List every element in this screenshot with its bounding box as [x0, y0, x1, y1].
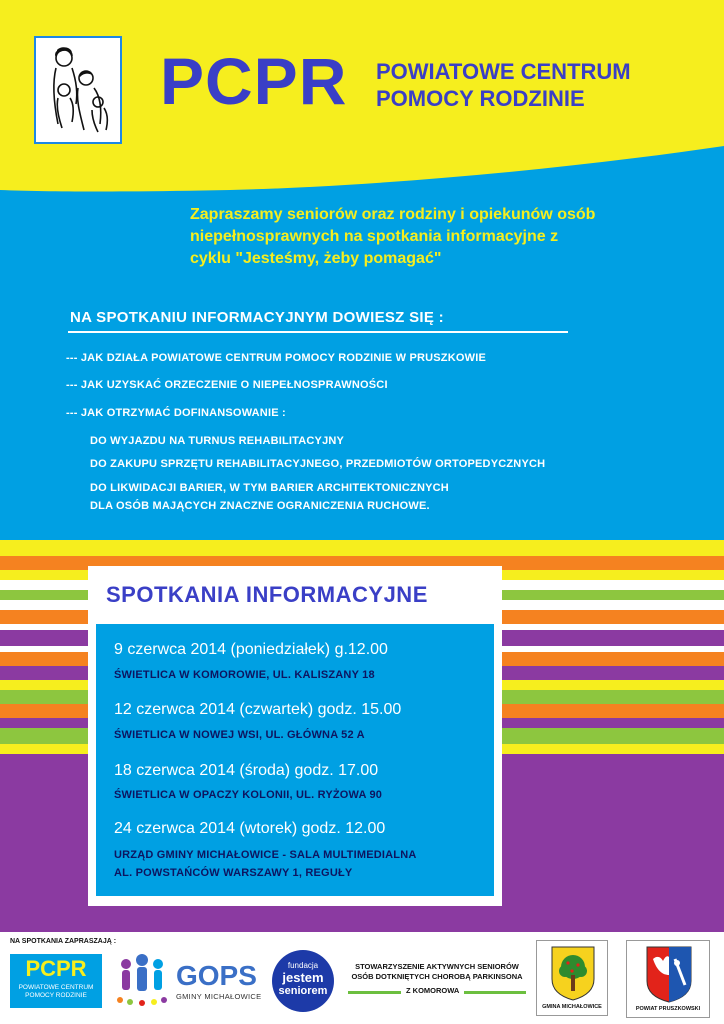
learn-sub-item: DLA OSÓB MAJĄCYCH ZNACZNE OGRANICZENIA RUCHOWE. [90, 500, 430, 512]
pcpr-logo [34, 36, 122, 144]
stowarzyszenie-line2: OSÓB DOTKNIĘTYCH CHOROBĄ PARKINSONA [351, 972, 523, 981]
meetings-title: SPOTKANIA INFORMACYJNE [106, 582, 428, 607]
meeting-place: ŚWIETLICA W KOMOROWIE, UL. KALISZANY 18 [114, 669, 375, 681]
meeting-date: 24 czerwca 2014 (wtorek) godz. 12.00 [114, 820, 386, 837]
gmina-label: GMINA MICHAŁOWICE [542, 1004, 602, 1010]
gops-title: GOPS [176, 960, 257, 991]
learn-item: --- JAK OTRZYMAĆ DOFINANSOWANIE : [66, 407, 286, 419]
invitation-line1: Zapraszamy seniorów oraz rodziny i opiekunów osób [190, 206, 596, 223]
pcpr-footer-subtitle [10, 984, 102, 1000]
meeting-date: 9 czerwca 2014 (poniedziałek) g.12.00 [114, 641, 388, 658]
meeting-place: AL. POWSTAŃCÓW WARSZAWY 1, REGUŁY [114, 867, 353, 879]
stowarzyszenie-line1: STOWARZYSZENIE AKTYWNYCH SENIORÓW [355, 962, 519, 971]
meeting-date: 12 czerwca 2014 (czwartek) godz. 15.00 [114, 701, 402, 718]
pcpr-name-line1: POWIATOWE CENTRUM [376, 59, 631, 84]
meeting-place: URZĄD GMINY MICHAŁOWICE - SALA MULTIMEDIALNA [114, 849, 417, 861]
pcpr-footer-title: PCPR [25, 956, 87, 981]
pcpr-footer-sub2: POMOCY RODZINIE [25, 992, 87, 999]
learn-title: NA SPOTKANIU INFORMACYJNYM DOWIESZ SIĘ : [70, 309, 444, 326]
footer-invite-label: NA SPOTKANIA ZAPRASZAJĄ : [10, 938, 117, 945]
family-drawing-icon [42, 44, 114, 136]
learn-underline [68, 331, 568, 333]
pcpr-full-name [376, 58, 631, 112]
invitation-line2: niepełnosprawnych na spotkania informacyjne z [190, 228, 559, 245]
learn-sub-item: DO WYJAZDU NA TURNUS REHABILITACYJNY [90, 435, 345, 447]
pcpr-acronym: PCPR [160, 44, 348, 118]
people-group-icon [114, 952, 174, 1008]
learn-item: --- JAK UZYSKAĆ ORZECZENIE O NIEPEŁNOSPRAWNOŚCI [66, 379, 388, 391]
gops-subtitle: GMINY MICHAŁOWICE [176, 992, 262, 1001]
fundacja-line1: fundacja [287, 961, 319, 970]
stowarzyszenie-name [348, 962, 526, 982]
tree-coat-of-arms-icon [550, 945, 596, 1001]
fundacja-line3: seniorem [278, 985, 328, 997]
learn-item: --- JAK DZIAŁA POWIATOWE CENTRUM POMOCY RODZINIE W PRUSZKOWIE [66, 352, 487, 364]
powiat-label: POWIAT PRUSZKOWSKI [635, 1006, 701, 1012]
meeting-date: 18 czerwca 2014 (środa) godz. 17.00 [114, 762, 379, 779]
learn-sub-item: DO ZAKUPU SPRZĘTU REHABILITACYJNEGO, PRZEDMIOTÓW ORTOPEDYCZNYCH [90, 458, 546, 470]
invitation-text [190, 204, 690, 270]
invitation-line3: cyklu "Jesteśmy, żeby pomagać" [190, 250, 442, 267]
pcpr-footer-sub1: POWIATOWE CENTRUM [18, 984, 94, 991]
meeting-place: ŚWIETLICA W OPACZY KOLONII, UL. RYŻOWA 90 [114, 789, 383, 801]
stowarzyszenie-line3: Z KOMOROWA [401, 986, 464, 995]
learn-sub-item: DO LIKWIDACJI BARIER, W TYM BARIER ARCHITEKTONICZNYCH [90, 482, 449, 494]
pcpr-name-line2: POMOCY RODZINIE [376, 86, 585, 111]
fundacja-line2: jestem [282, 970, 324, 985]
meeting-place: ŚWIETLICA W NOWEJ WSI, UL. GŁÓWNA 52 A [114, 729, 365, 741]
eagle-coat-of-arms-icon [645, 945, 693, 1003]
